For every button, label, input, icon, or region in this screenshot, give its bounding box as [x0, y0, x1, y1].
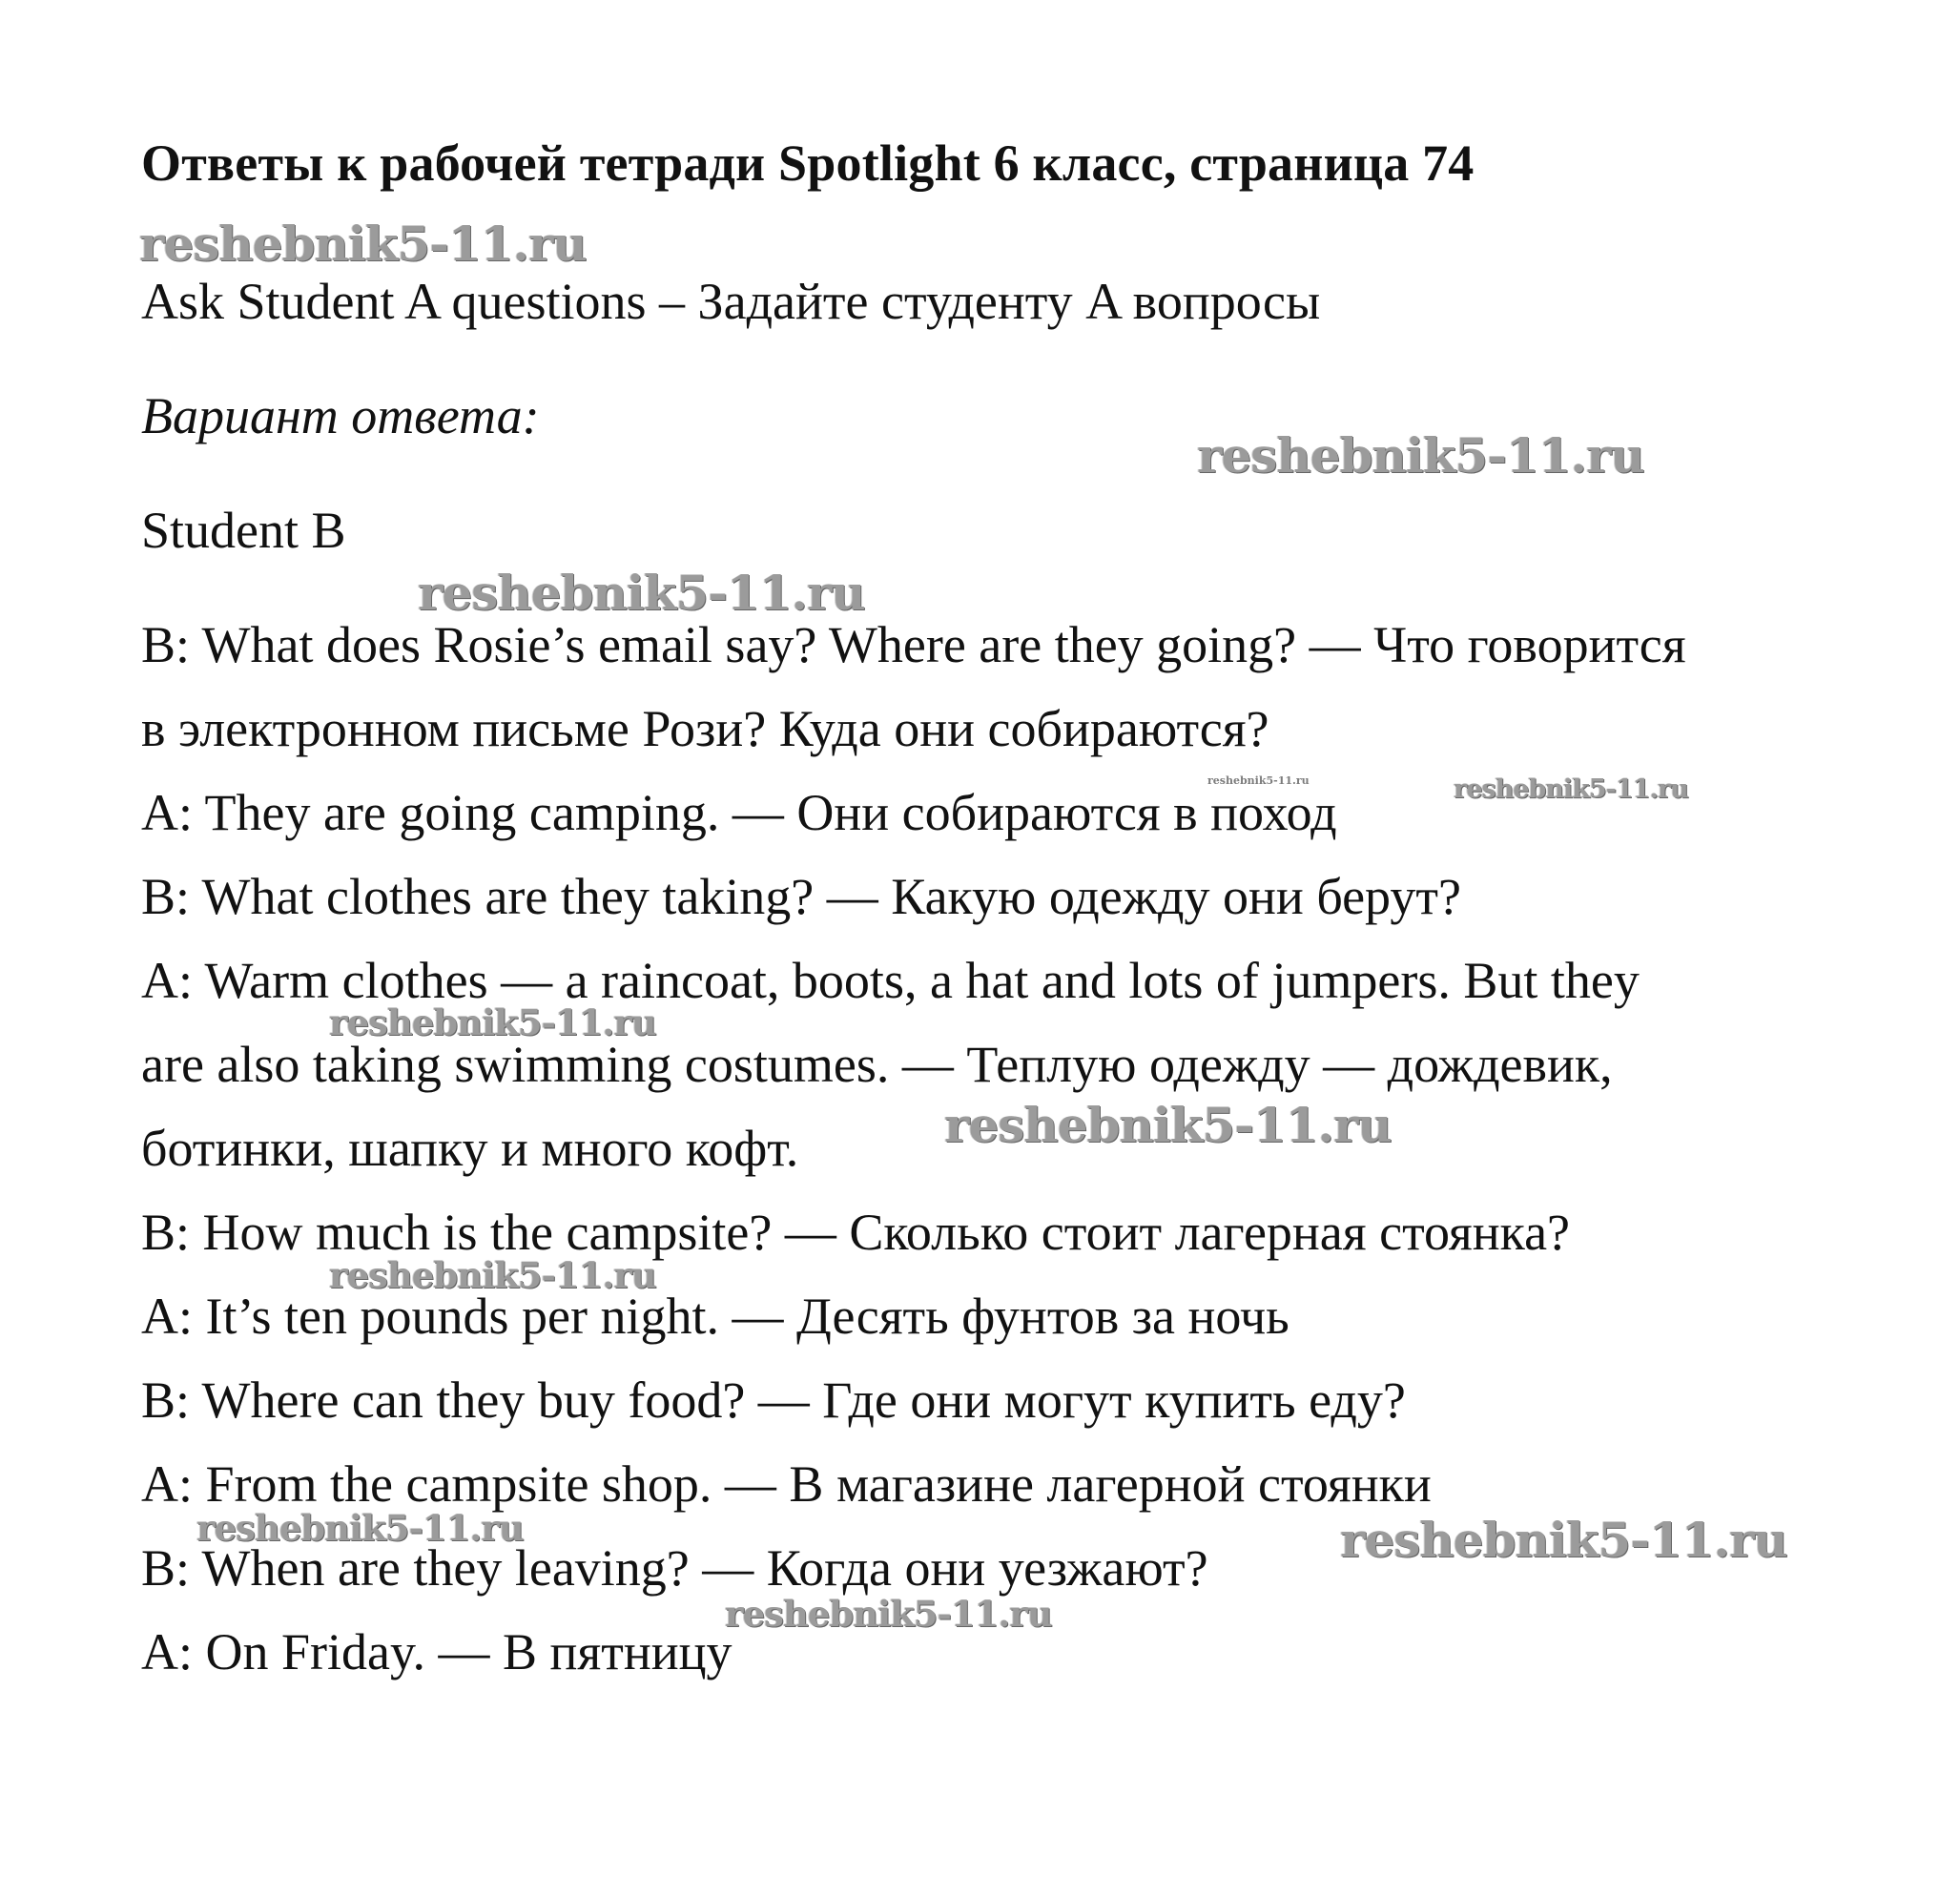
watermark: reshebnik5-11.ru — [1207, 774, 1310, 787]
dialogue-line: в электронном письме Рози? Куда они собираются? — [141, 700, 1269, 757]
dialogue-line: A: They are going camping. — Они собираются в поход — [141, 784, 1337, 841]
watermark: reshebnik5-11.ru — [329, 1254, 656, 1296]
watermark: reshebnik5-11.ru — [196, 1507, 524, 1549]
student-label: Student B — [141, 502, 346, 559]
dialogue-line: ботинки, шапку и много кофт. — [141, 1120, 799, 1177]
dialogue-line: B: How much is the campsite? — Сколько стоит лагерная стоянка? — [141, 1204, 1571, 1261]
dialogue-line: B: When are they leaving? — Когда они уезжают? — [141, 1539, 1208, 1597]
watermark: reshebnik5-11.ru — [1454, 774, 1688, 804]
dialogue-line: A: It’s ten pounds per night. — Десять фунтов за ночь — [141, 1288, 1289, 1345]
dialogue-line: A: Warm clothes — a raincoat, boots, a hat and lots of jumpers. But they — [141, 952, 1640, 1009]
dialogue-line: are also taking swimming costumes. — Теплую одежду — дождевик, — [141, 1036, 1613, 1093]
watermark: reshebnik5-11.ru — [329, 1001, 656, 1043]
page-title: Ответы к рабочей тетради Spotlight 6 класс, страница 74 — [141, 134, 1475, 192]
watermark: reshebnik5-11.ru — [944, 1097, 1392, 1153]
dialogue-line: B: Where can they buy food? — Где они могут купить еду? — [141, 1371, 1406, 1429]
watermark: reshebnik5-11.ru — [1340, 1512, 1787, 1568]
watermark: reshebnik5-11.ru — [1197, 427, 1644, 484]
dialogue-line: B: What clothes are they taking? — Какую одежду они берут? — [141, 868, 1461, 925]
dialogue-line: A: On Friday. — В пятницу — [141, 1623, 732, 1680]
dialogue-line: B: What does Rosie’s email say? Where are they going? — Что говорится — [141, 616, 1686, 673]
watermark: reshebnik5-11.ru — [725, 1593, 1052, 1635]
dialogue-line: A: From the campsite shop. — В магазине лагерной стоянки — [141, 1455, 1432, 1513]
watermark: reshebnik5-11.ru — [139, 216, 587, 272]
variant-label: Вариант ответа: — [141, 387, 540, 444]
watermark: reshebnik5-11.ru — [418, 565, 865, 621]
task-instruction: Ask Student A questions – Задайте студенту A вопросы — [141, 273, 1321, 330]
